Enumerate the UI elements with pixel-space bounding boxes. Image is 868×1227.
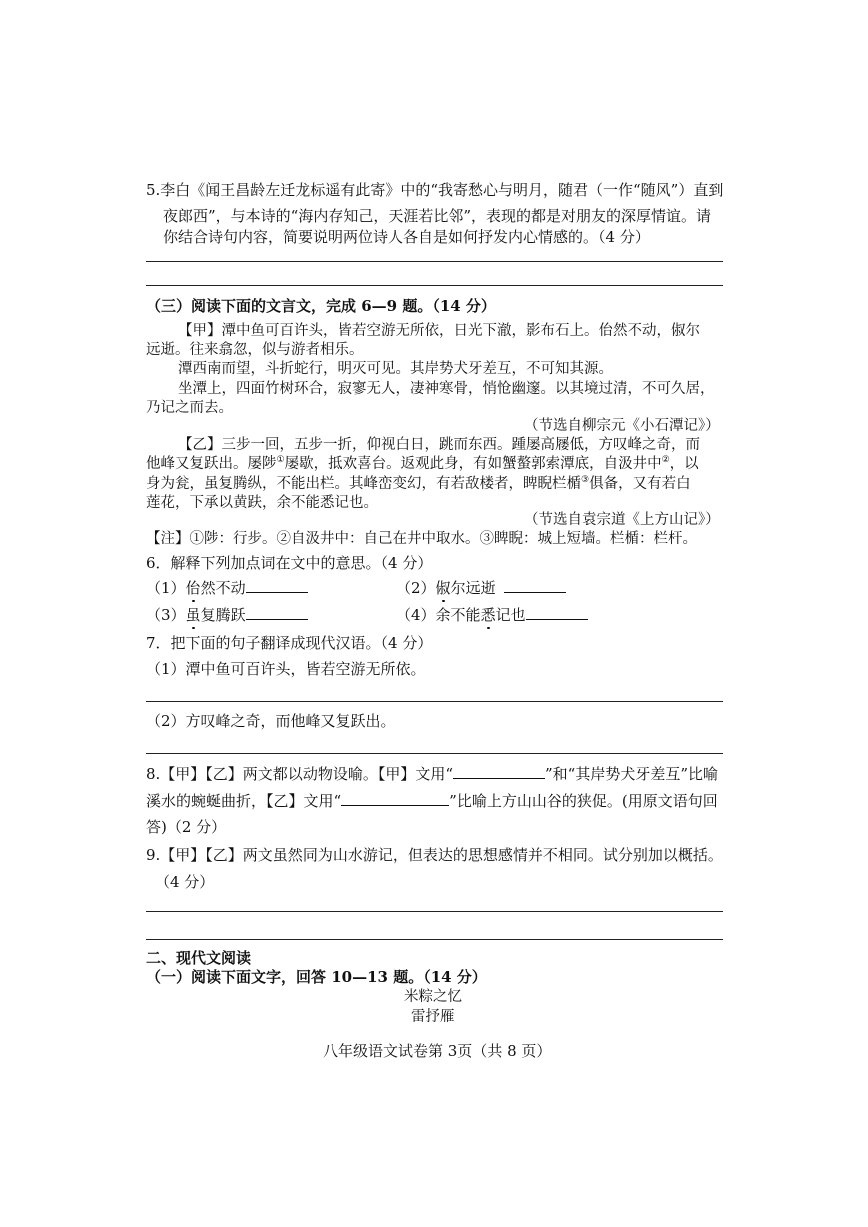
yi-line-3-text-b: 俱备，又有若白 bbox=[589, 476, 691, 492]
q6-item-4-number: （4） bbox=[396, 606, 436, 624]
part2-subheading: （一）阅读下面文字，回答 10—13 题。（14 分） bbox=[146, 968, 487, 986]
q5-answer-line-1[interactable] bbox=[146, 261, 723, 262]
q6-item-4-text: 记也 bbox=[495, 606, 526, 624]
q8-line-1-text-a: 8.【甲】【乙】两文都以动物设喻。【甲】文用“ bbox=[146, 765, 453, 783]
yi-line-2-text-c: ，以 bbox=[669, 456, 699, 472]
q9-answer-line-1[interactable] bbox=[146, 911, 723, 912]
q7-sentence-2: （2）方叹峰之奇，而他峰又复跃出。 bbox=[146, 712, 396, 730]
yi-source: （节选自袁宗道《上方山记》） bbox=[524, 512, 720, 528]
page-footer: 八年级语文试卷第 3页（共 8 页） bbox=[323, 1042, 552, 1060]
yi-line-2-text-a: 他峰又复跃出。屡陟 bbox=[146, 456, 277, 472]
article-title: 米粽之忆 bbox=[404, 989, 462, 1005]
q8-line-3: 答)（2 分） bbox=[146, 818, 227, 836]
article-author: 雷抒雁 bbox=[411, 1009, 455, 1025]
q6-item-4-answer-blank[interactable] bbox=[526, 605, 588, 620]
q5-line-1: 5.李白《闻王昌龄左迁龙标遥有此寄》中的“我寄愁心与明月，随君（一作“随风”）直到 bbox=[146, 181, 724, 199]
q6-item-1-answer-blank[interactable] bbox=[246, 578, 308, 593]
jia-p3-line-1: 坐潭上，四面竹树环合，寂寥无人，凄神寒骨，悄怆幽邃。以其境过清，不可久居， bbox=[178, 381, 715, 397]
q6-item-2-text: 尔远逝 bbox=[450, 579, 496, 597]
q7-sentence-1: （1）潭中鱼可百许头，皆若空游无所依。 bbox=[146, 660, 426, 678]
q6-item-3-dotted-char: 虽 bbox=[185, 606, 201, 624]
jia-source: （节选自柳宗元《小石潭记》） bbox=[524, 418, 720, 434]
q6-item-2 bbox=[396, 578, 566, 598]
q9-line-1: 9.【甲】【乙】两文虽然同为山水游记，但表达的思想感情并不相同。试分别加以概括。 bbox=[146, 846, 723, 864]
yi-line-1: 【乙】三步一回，五步一折，仰视白日，跳而东西。踵屡高屦低，方叹峰之奇，而 bbox=[178, 437, 700, 453]
q6-item-4-text-pre: 余不能 bbox=[435, 606, 481, 624]
yi-line-3 bbox=[146, 475, 691, 494]
q8-line-2-text-b: ”比喻上方山山谷的狭促。(用原文语句回 bbox=[449, 792, 718, 810]
q9-answer-line-2[interactable] bbox=[146, 939, 723, 940]
jia-p1-line-2: 远逝。往来翕忽，似与游者相乐。 bbox=[146, 342, 364, 358]
yi-line-2-text-b: 屡歇，抵欢喜台。返观此身，有如蟹螯郭索潭底，自汲井中 bbox=[284, 456, 662, 472]
q8-answer-blank-2[interactable] bbox=[341, 791, 449, 806]
q6-item-1-dotted-char: 佁 bbox=[185, 579, 201, 597]
q6-item-1-number: （1） bbox=[146, 579, 186, 597]
q8-answer-blank-1[interactable] bbox=[453, 764, 545, 779]
yi-line-2 bbox=[146, 455, 699, 474]
q6-item-2-number: （2） bbox=[396, 579, 436, 597]
q6-item-3 bbox=[146, 605, 308, 625]
yi-line-4: 莲花，下承以黄趺，余不能悉记也。 bbox=[146, 495, 378, 511]
part2-heading: 二、现代文阅读 bbox=[146, 949, 252, 967]
footnote-marker-3: ③ bbox=[581, 475, 590, 486]
q6-item-4-dotted-char: 悉 bbox=[480, 606, 496, 624]
yi-line-3-text-a: 身为瓮，虽复腾纵，不能出栏。其峰峦变幻，有若敌楼者，睥睨栏楯 bbox=[146, 476, 581, 492]
q8-line-2 bbox=[146, 791, 718, 811]
q9-line-2: （4 分） bbox=[155, 873, 215, 891]
q6-item-3-text: 复腾跃 bbox=[200, 606, 246, 624]
q6-item-1 bbox=[146, 578, 308, 598]
q7-answer-line-2[interactable] bbox=[146, 753, 723, 754]
footnote-marker-1: ① bbox=[276, 455, 285, 466]
q6-item-3-answer-blank[interactable] bbox=[246, 605, 308, 620]
q6-item-4 bbox=[396, 605, 588, 625]
footnote-marker-2: ② bbox=[661, 455, 670, 466]
q8-line-2-text-a: 溪水的蜿蜒曲折，【乙】文用“ bbox=[146, 792, 342, 810]
annotation-note: 【注】①陟：行步。②自汲井中：自己在井中取水。③睥睨：城上短墙。栏楯：栏杆。 bbox=[146, 531, 697, 547]
q5-line-3: 你结合诗句内容，简要说明两位诗人各自是如何抒发内心情感的。（4 分） bbox=[163, 228, 650, 246]
q6-item-1-text: 然不动 bbox=[200, 579, 246, 597]
q5-line-2: 夜郎西”，与本诗的“海内存知己，天涯若比邻”，表现的都是对朋友的深厚情谊。请 bbox=[163, 207, 712, 225]
q7-answer-line-1[interactable] bbox=[146, 701, 723, 702]
jia-p2: 潭西南而望，斗折蛇行，明灭可见。其岸势犬牙差互，不可知其源。 bbox=[178, 361, 613, 377]
q6-stem: 6．解释下列加点词在文中的意思。（4 分） bbox=[146, 554, 433, 572]
q8-line-1 bbox=[146, 764, 718, 784]
q7-stem: 7．把下面的句子翻译成现代汉语。（4 分） bbox=[146, 634, 433, 652]
q6-item-2-answer-blank[interactable] bbox=[504, 578, 566, 593]
q8-line-1-text-b: ”和“其岸势犬牙差互”比喻 bbox=[544, 765, 718, 783]
q5-answer-line-2[interactable] bbox=[146, 285, 723, 286]
jia-p1-line-1: 【甲】潭中鱼可百许头，皆若空游无所依，日光下澈，影布石上。佁然不动，俶尔 bbox=[178, 323, 700, 339]
section3-heading: （三）阅读下面的文言文，完成 6—9 题。（14 分） bbox=[146, 297, 496, 315]
jia-p3-line-2: 乃记之而去。 bbox=[146, 400, 233, 416]
q6-item-3-number: （3） bbox=[146, 606, 186, 624]
q6-item-2-dotted-char: 俶 bbox=[435, 579, 451, 597]
